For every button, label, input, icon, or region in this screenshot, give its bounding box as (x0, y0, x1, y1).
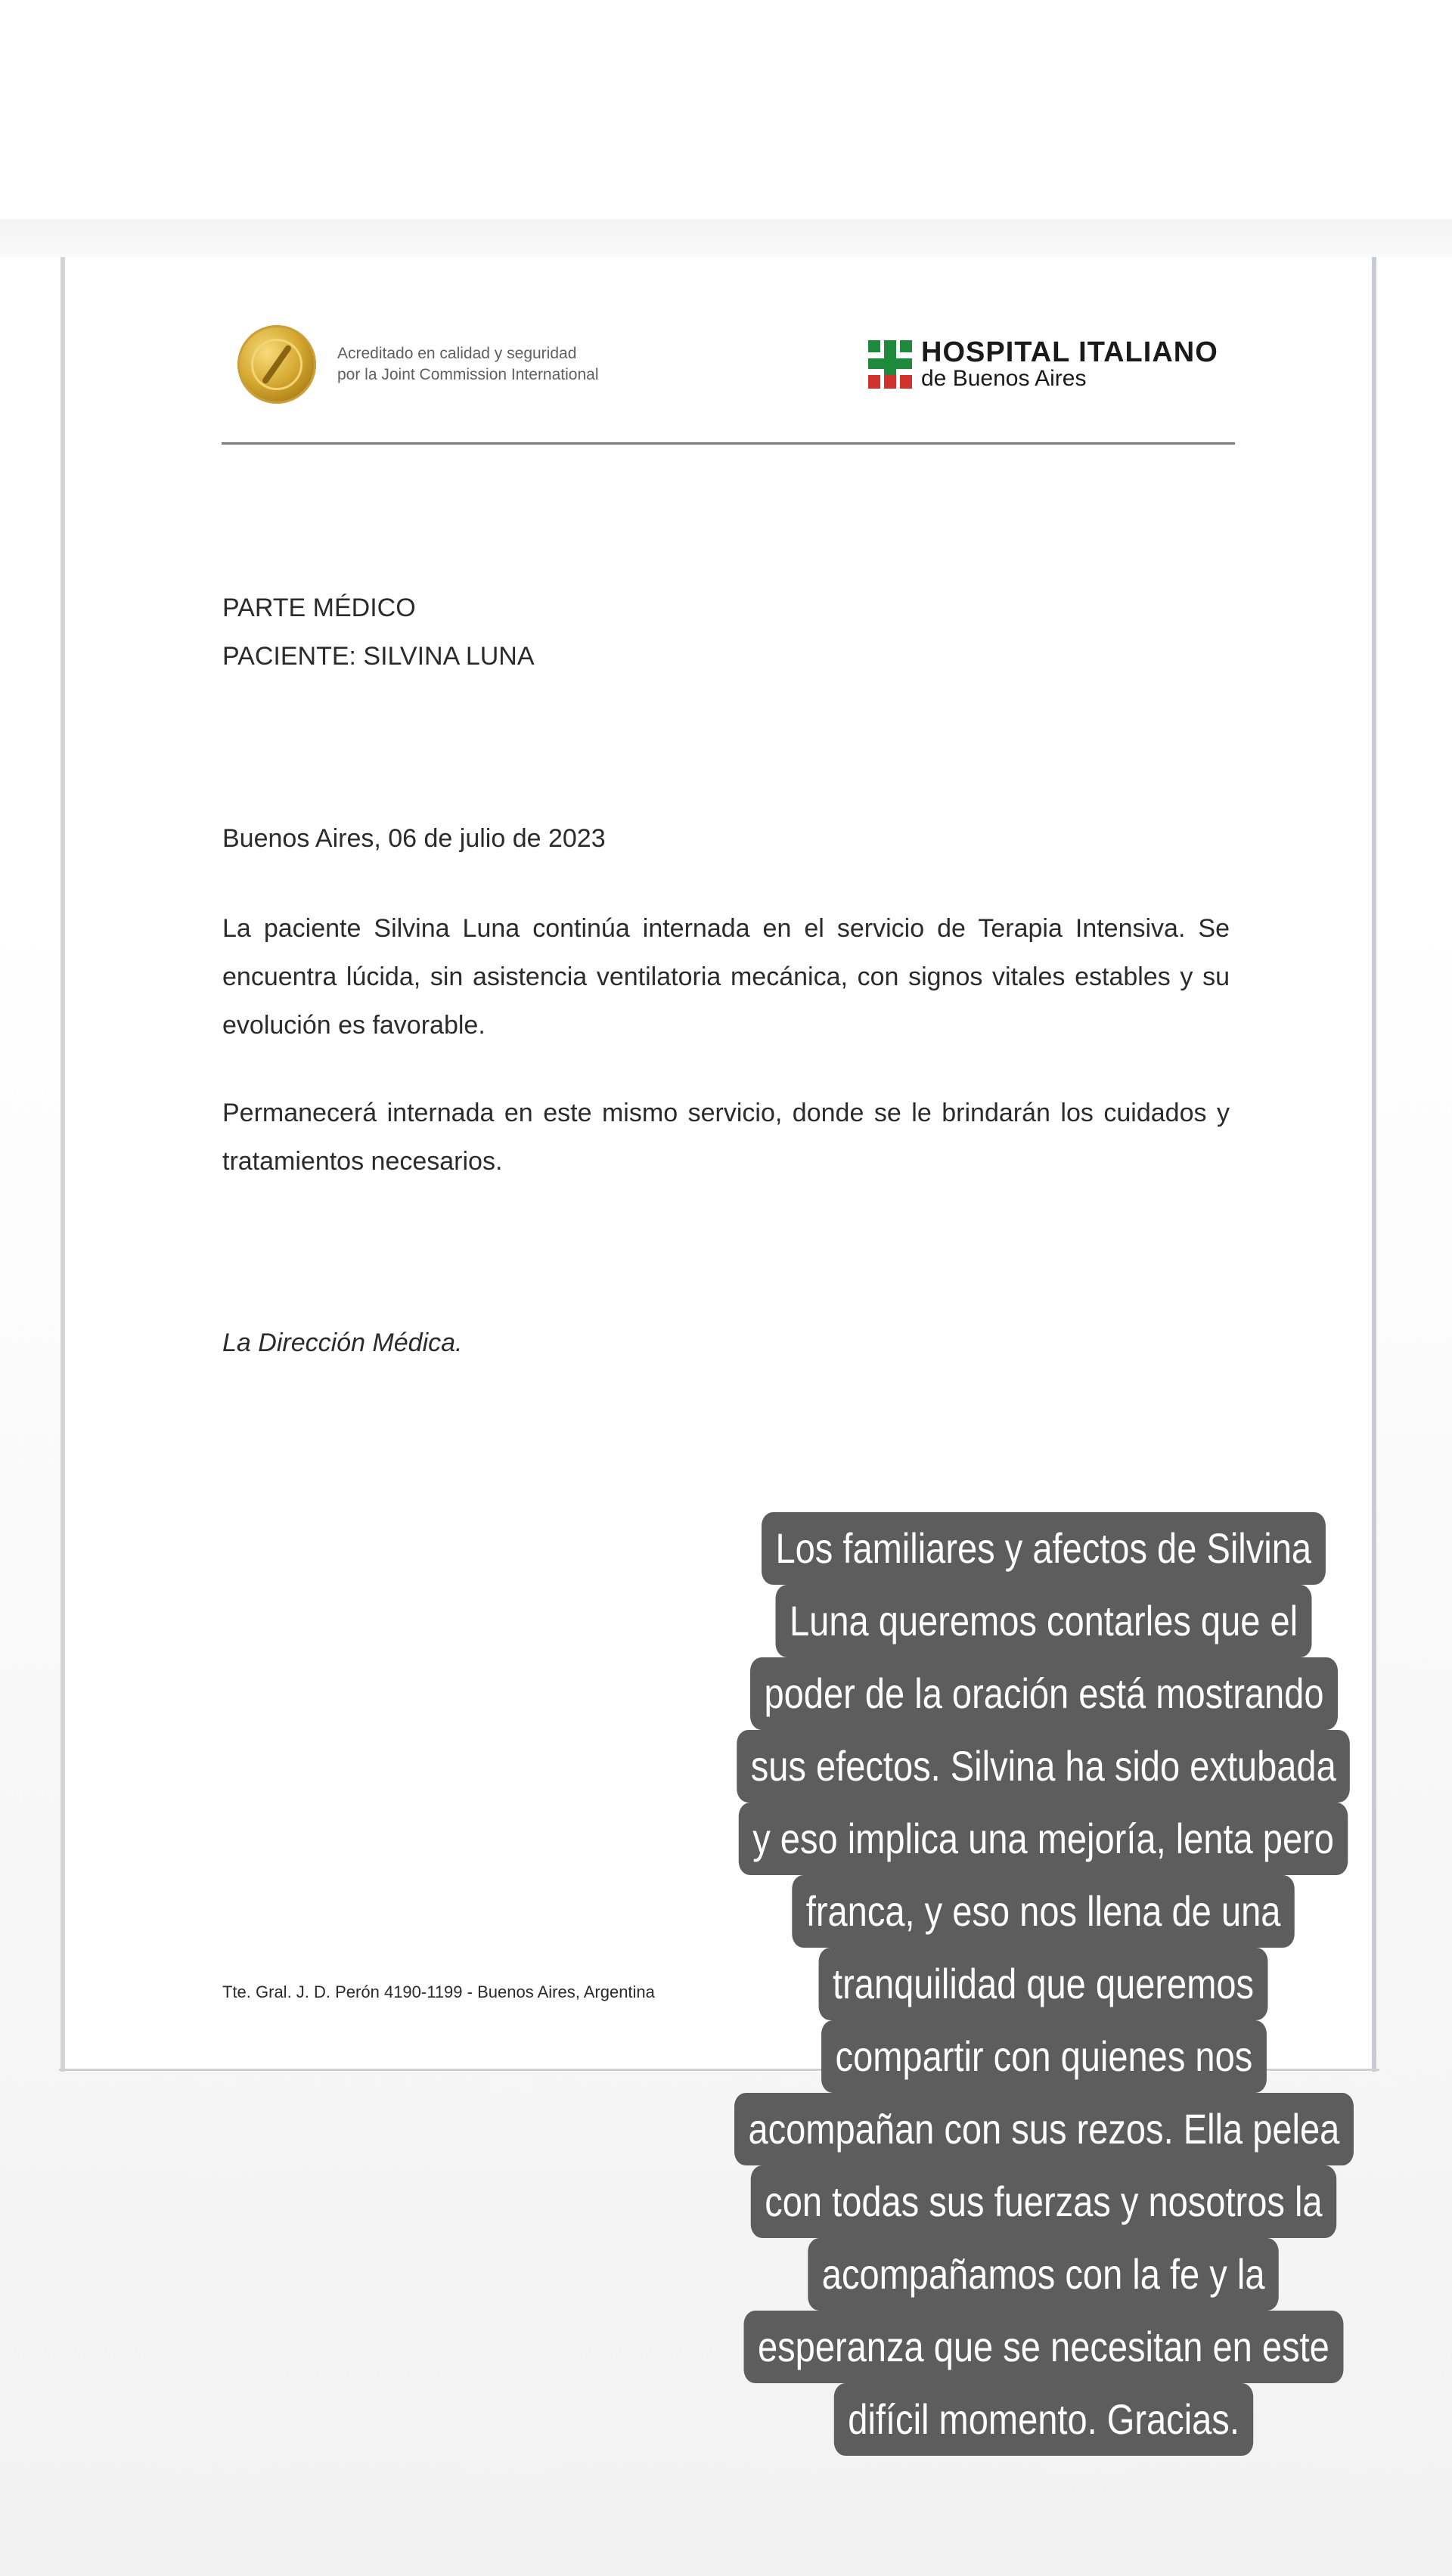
caption-line: acompañan con sus rezos. Ella pelea (734, 2093, 1354, 2165)
caption-line: acompañamos con la fe y la (808, 2238, 1280, 2311)
caption-line: tranquilidad que queremos (819, 1948, 1268, 2020)
story-top-shadow (0, 219, 1452, 257)
hospital-subtitle: de Buenos Aires (921, 366, 1087, 391)
caption-line: esperanza que se necesitan en este (744, 2311, 1344, 2383)
caption-line: franca, y eso nos llena de una (793, 1875, 1295, 1948)
caption-line: con todas sus fuerzas y nosotros la (751, 2165, 1336, 2238)
accreditation-line: Acreditado en calidad y seguridad (337, 345, 577, 362)
caption-line: poder de la oración está mostrando (750, 1657, 1338, 1730)
header-divider (222, 442, 1235, 445)
report-paragraph: La paciente Silvina Luna continúa internada en el servicio de Terapia Intensiva. Se encuentra lúcida, sin asistencia ventilatoria mecánica, con signos vitales estables y su evolución es favorable. (222, 914, 1230, 1040)
caption-line: sus efectos. Silvina ha sido extubada (737, 1730, 1351, 1803)
joint-commission-seal-icon (237, 325, 316, 404)
logo-square (900, 340, 912, 352)
accreditation-line: por la Joint Commission International (337, 366, 599, 383)
hospital-name: HOSPITAL ITALIANO (921, 336, 1218, 368)
patient-name: PACIENTE: SILVINA LUNA (222, 642, 535, 671)
footer-address: Tte. Gral. J. D. Perón 4190-1199 - Buenos Aires, Argentina (222, 1982, 655, 2001)
caption-line: y eso implica una mejoría, lenta pero (739, 1803, 1348, 1875)
caption-line: difícil momento. Gracias. (834, 2383, 1254, 2456)
hospital-cross-logo-icon (868, 340, 912, 389)
report-title: PARTE MÉDICO (222, 594, 416, 622)
report-date: Buenos Aires, 06 de julio de 2023 (222, 824, 606, 853)
logo-bar (868, 358, 912, 369)
logo-square (868, 340, 880, 352)
logo-square (884, 375, 896, 389)
logo-square (868, 375, 880, 389)
caption-line: Los familiares y afectos de Silvina (762, 1512, 1326, 1585)
accreditation-text (337, 343, 599, 386)
logo-square (900, 375, 912, 389)
story-top-area (0, 0, 1452, 219)
caption-line: Luna queremos contarles que el (775, 1585, 1311, 1657)
report-signature: La Dirección Médica. (222, 1328, 463, 1357)
story-caption (666, 1512, 1452, 2456)
caption-line: compartir con quienes nos (821, 2020, 1267, 2093)
report-paragraph: Permanecerá internada en este mismo servicio, donde se le brindarán los cuidados y tratamientos necesarios. (222, 1099, 1230, 1176)
